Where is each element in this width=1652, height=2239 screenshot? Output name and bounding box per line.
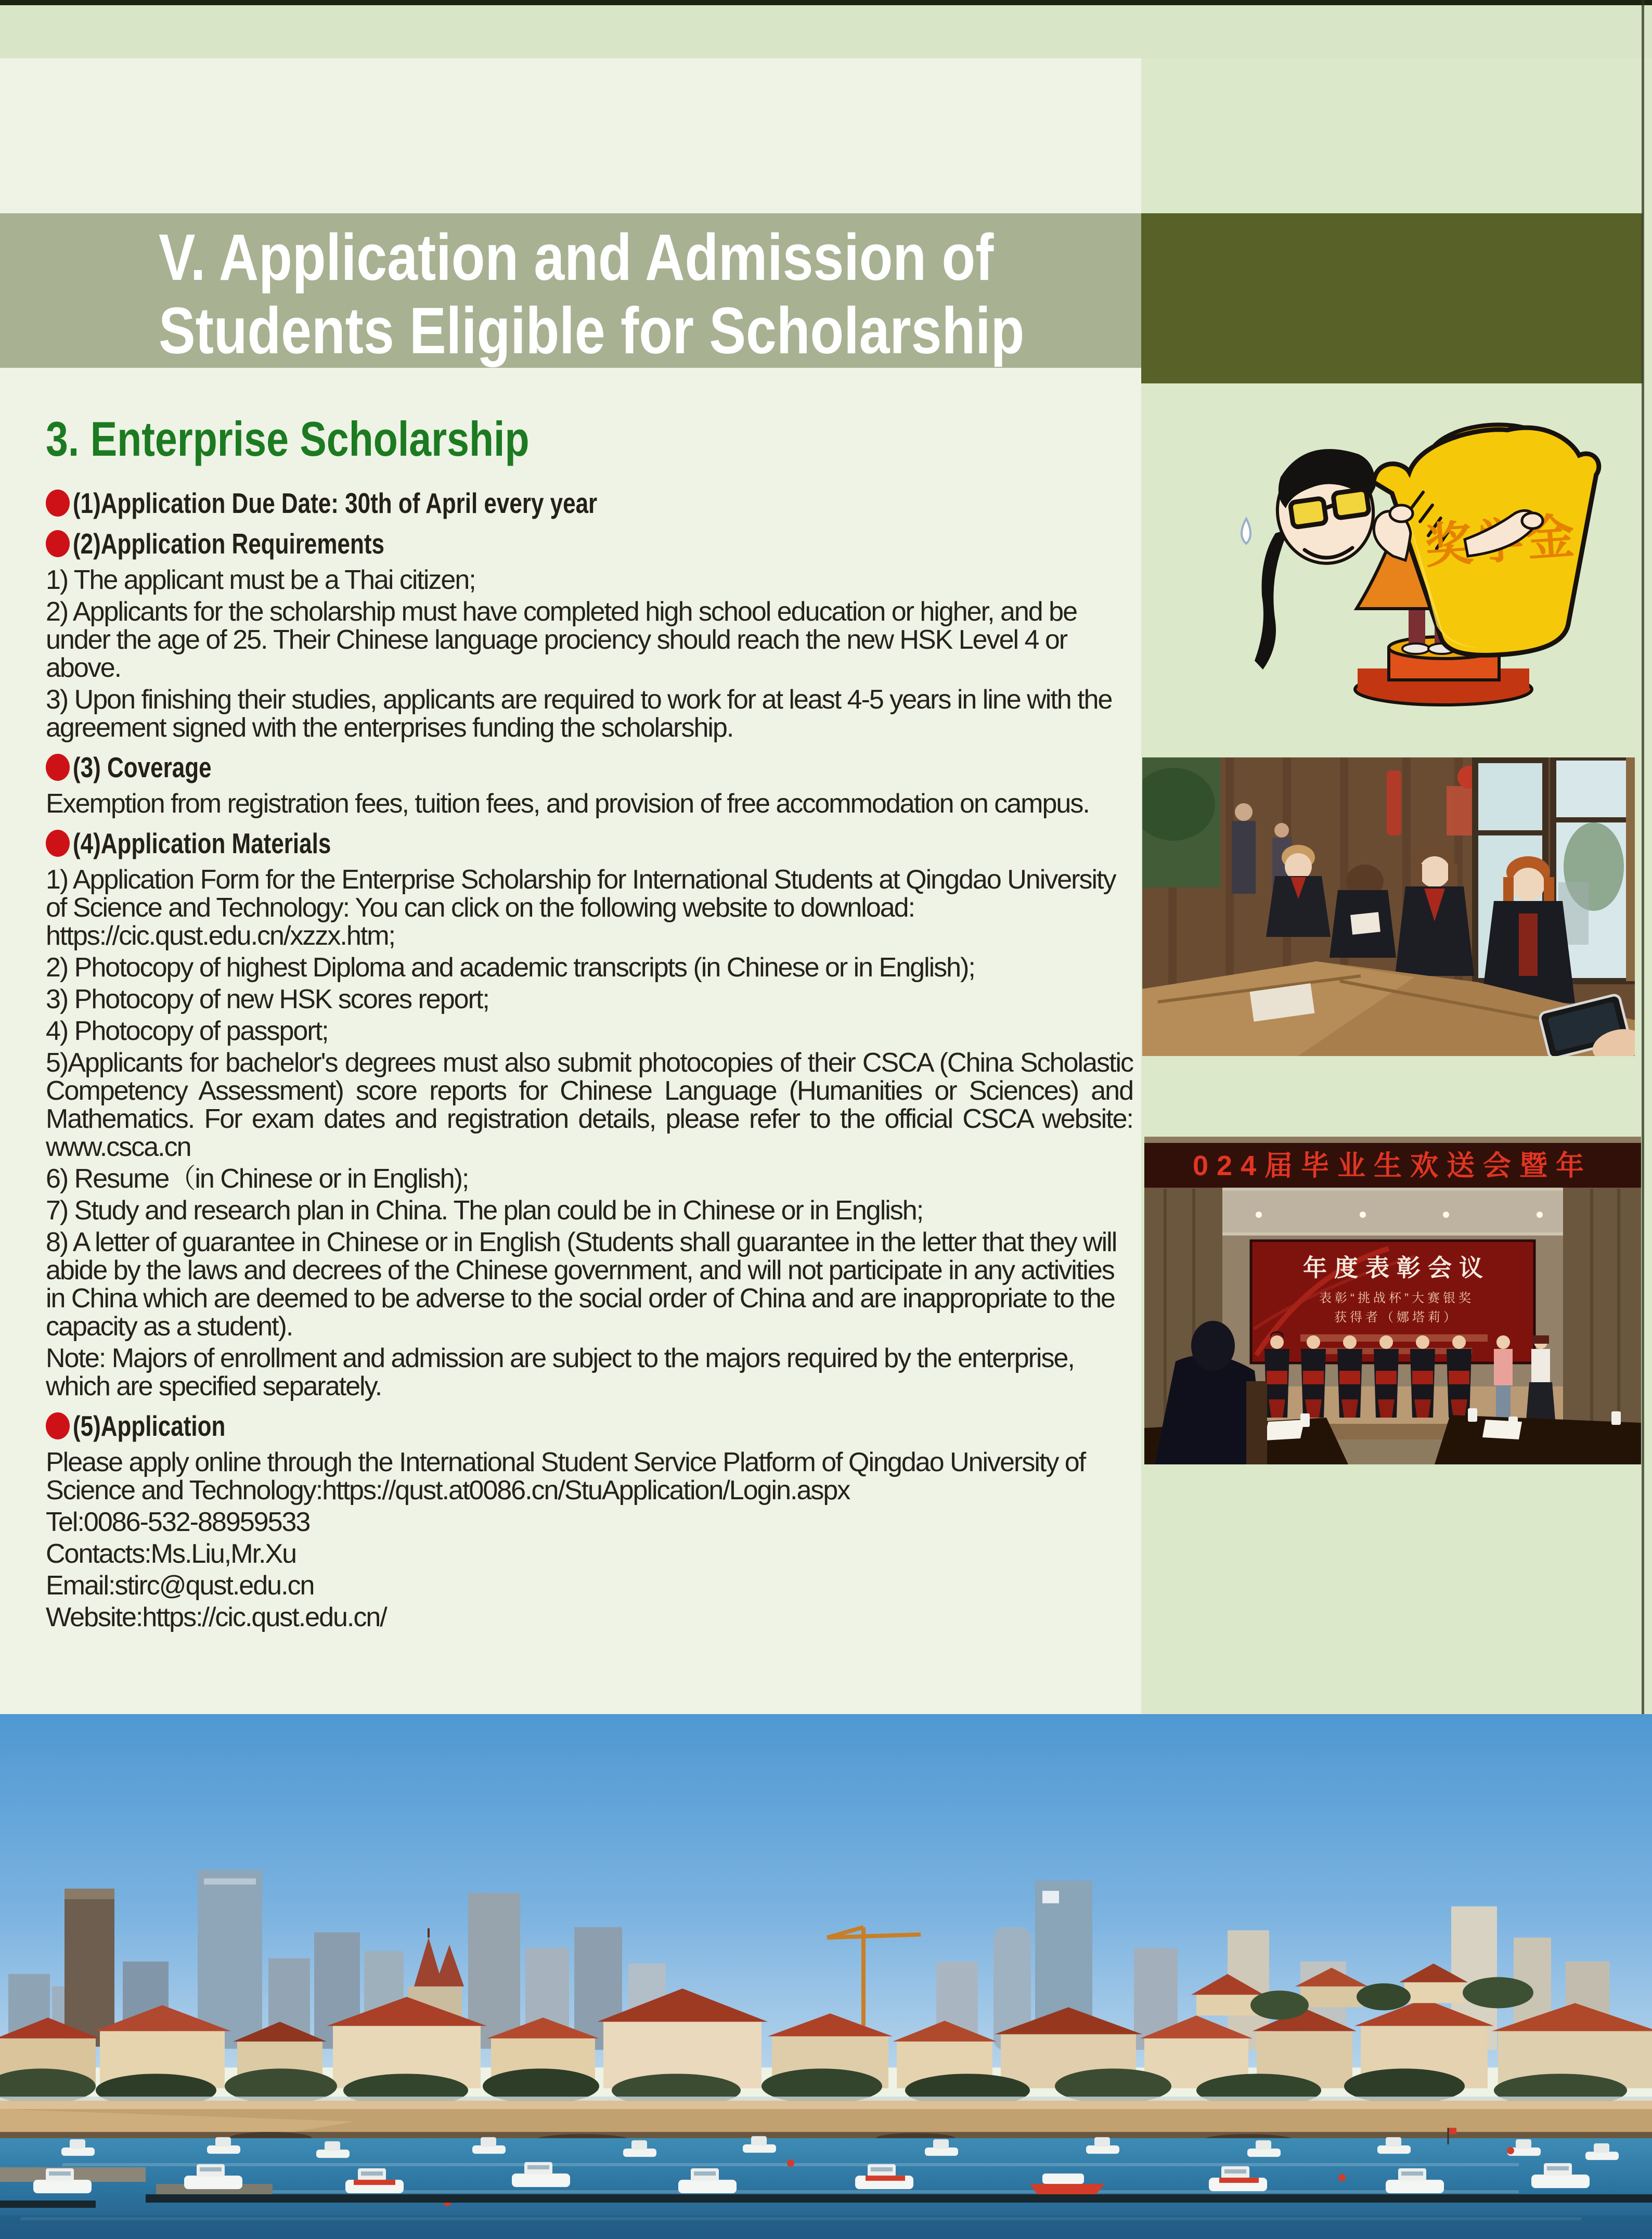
paragraph: Tel:0086-532-88959533 — [46, 1507, 310, 1537]
red-bullet-icon — [46, 530, 70, 557]
body-content — [46, 411, 1133, 1635]
name-card — [1482, 1420, 1522, 1439]
photo-qingdao-harbor-panorama — [0, 1714, 1652, 2239]
paragraph: 5)Applicants for bachelor's degrees must also submit photocopies of their CSCA (China Scholastic Competency Assessment) score reports for Chinese Language (Humanities or Sciences) and Mathematics. For exam dates and registration details, please refer to the official CSCA website: www.csca.cn — [46, 1048, 1133, 1162]
top-border-bar — [0, 0, 1652, 5]
screen-line1: 表彰“挑战杯”大赛银奖 — [1319, 1291, 1474, 1305]
paragraph: Website:https://cic.qust.edu.cn/ — [46, 1602, 386, 1632]
page-title-line2: Students Eligible for Scholarship — [159, 294, 1025, 367]
title-accent-block — [1141, 213, 1643, 383]
name-card — [1264, 1420, 1305, 1440]
page-title — [159, 221, 1024, 367]
paragraph: 3) Upon finishing their studies, applicants are required to work for at least 4-5 years in line with the agreement signed with the enterprises funding the scholarship. — [46, 685, 1112, 743]
paragraph: 4) Photocopy of passport; — [46, 1016, 328, 1046]
bullet-item: (4)Application Materials — [46, 828, 1133, 858]
red-bullet-icon — [46, 754, 70, 781]
bullet-item: (2)Application Requirements — [46, 529, 1133, 559]
led-screen — [1251, 1241, 1534, 1363]
right-edge-line — [1642, 0, 1644, 1714]
paragraph: Email:stirc@qust.edu.cn — [46, 1571, 314, 1601]
paragraph: 1) Application Form for the Enterprise Scholarship for International Students at Qingdao University of Science and Technology: You can click on the following website to download: https://cic.qust.edu.cn/xzzx.htm; — [46, 865, 1116, 951]
bullet-item: (5)Application — [46, 1411, 1133, 1441]
paragraph: 3) Photocopy of new HSK scores report; — [46, 984, 489, 1014]
sweat-drop-icon — [1242, 519, 1250, 544]
scholarship-cartoon-illustration — [1202, 377, 1628, 715]
red-bullet-icon — [46, 490, 70, 517]
bullet-item: (1)Application Due Date: 30th of April every year — [46, 488, 1133, 518]
red-bullet-icon — [46, 830, 70, 857]
paragraph: 6) Resume（in Chinese or in English); — [46, 1164, 469, 1194]
red-bullet-icon — [46, 1412, 70, 1439]
paragraph: 2) Photocopy of highest Diploma and academic transcripts (in Chinese or in English); — [46, 953, 975, 983]
paragraph: 2) Applicants for the scholarship must have completed high school education or higher, and be under the age of 25. Their Chinese language prociency should reach the new HSK Level 4 or above. — [46, 597, 1077, 683]
paragraph: Please apply online through the International Student Service Platform of Qingdao University of Science and Technology:https://qust.at0086.cn/StuApplication/Login.aspx — [46, 1447, 1086, 1505]
screen-line2: 获得者（娜塔莉） — [1334, 1310, 1459, 1324]
paragraph: 1) The applicant must be a Thai citizen; — [46, 565, 475, 595]
bullet-item: (3) Coverage — [46, 752, 1133, 782]
breakwater — [146, 2194, 1652, 2203]
banner-text: 024届毕业生欢送会暨年 — [1192, 1150, 1593, 1181]
paragraph: Note: Majors of enrollment and admission are subject to the majors required by the enterprise, which are specified separately. — [46, 1343, 1074, 1401]
section-heading: 3. Enterprise Scholarship — [46, 411, 530, 466]
title-banner — [0, 213, 1141, 368]
photo-auditorium-event — [1144, 1137, 1641, 1464]
paragraph: 7) Study and research plan in China. The plan could be in Chinese or in English; — [46, 1195, 923, 1226]
paragraph: Exemption from registration fees, tuition fees, and provision of free accommodation on campus. — [46, 789, 1089, 819]
screen-title: 年度表彰会议 — [1303, 1254, 1490, 1281]
paragraph: Contacts:Ms.Liu,Mr.Xu — [46, 1539, 296, 1569]
paragraph: 8) A letter of guarantee in Chinese or in English (Students shall guarantee in the letter that they will abide by the laws and decrees of the Chinese government, and will not participate in any activities in China which are deemed to be adverse to the social order of China and are inappropriate to the capacity as a student). — [46, 1227, 1117, 1342]
header-band — [0, 5, 1652, 58]
photo-students-classroom — [1142, 757, 1635, 1056]
page-title-line1: V. Application and Admission of — [159, 221, 994, 294]
